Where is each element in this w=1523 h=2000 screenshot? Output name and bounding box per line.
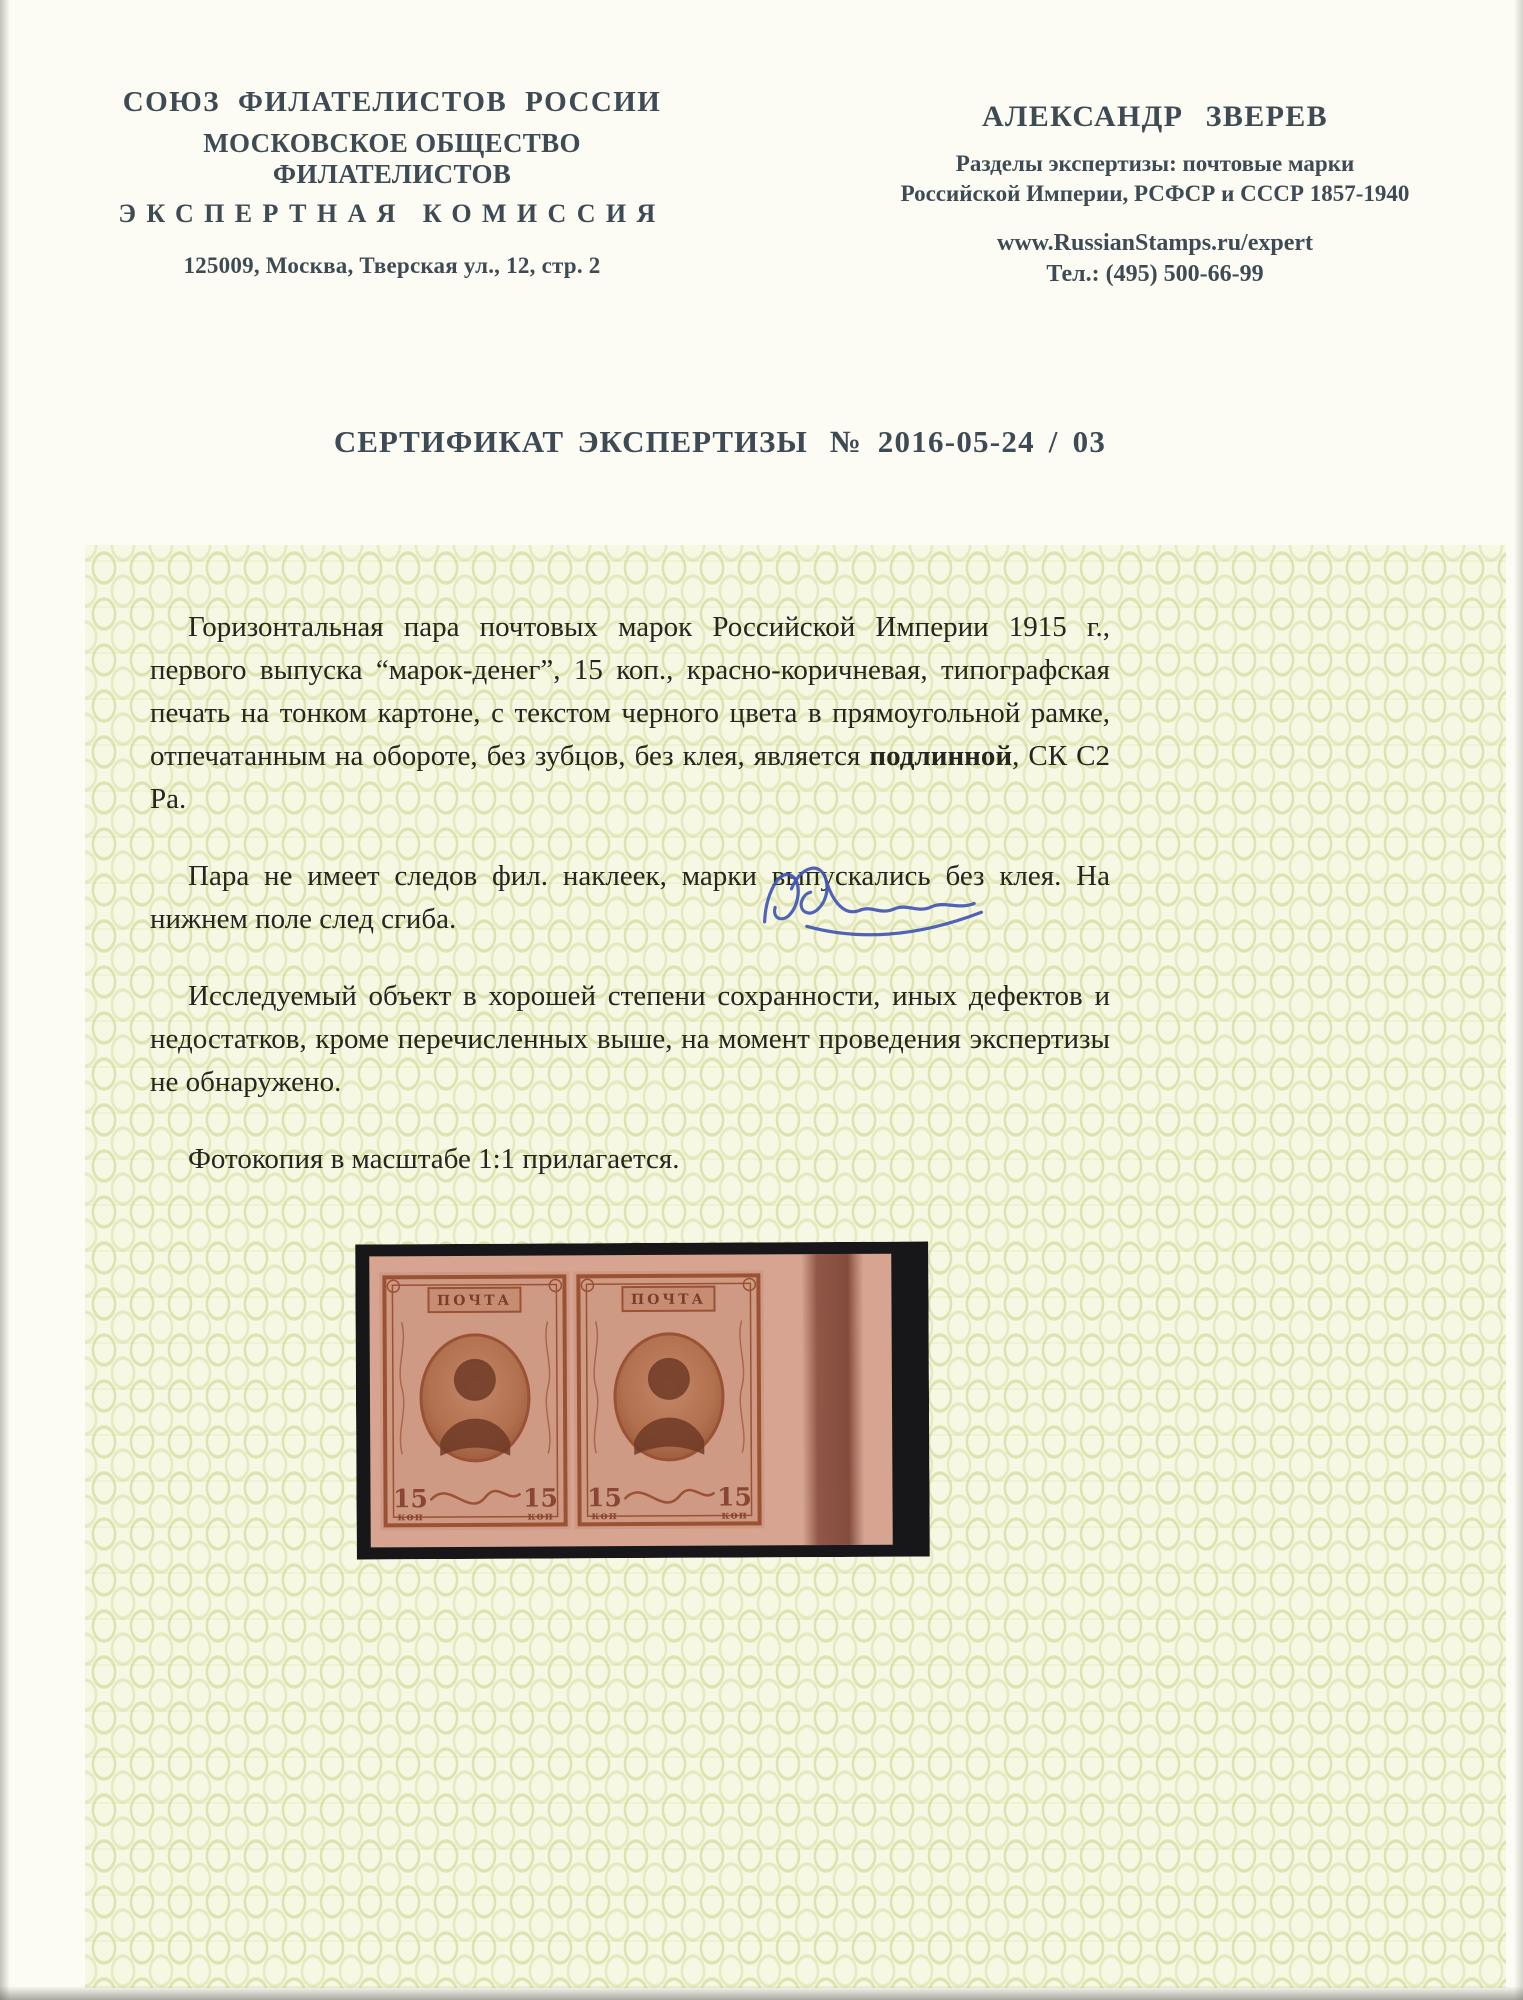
- stamp-denomination-unit: коп: [397, 1510, 424, 1524]
- stamp-denomination-unit: коп: [721, 1508, 748, 1522]
- scan-edge-left: [0, 0, 10, 2000]
- certificate-number: 2016-05-24 / 03: [877, 424, 1107, 459]
- expert-website: www.RussianStamps.ru/expert: [996, 230, 1314, 256]
- issuer-address: 125009, Москва, Тверская ул., 12, стр. 2: [183, 253, 601, 278]
- issuer-society-line: МОСКОВСКОЕ ОБЩЕСТВО ФИЛАТЕЛИСТОВ: [203, 128, 581, 189]
- stamp-denomination: 15: [523, 1483, 558, 1513]
- expert-signature: [746, 848, 999, 957]
- certificate-title: [95, 424, 1345, 460]
- paragraph-photocopy: Фотокопия в масштабе 1:1 прилагается.: [188, 1143, 680, 1175]
- scan-edge-bottom: [0, 1986, 1523, 2000]
- stamp-postage-label: ПОЧТА: [630, 1291, 707, 1309]
- paragraph-condition-notes: Пара не имеет следов фил. наклеек, марки выпускались без клея. На нижнем поле след сгиба.: [150, 860, 1110, 935]
- stamp-pair-photo: [355, 1242, 930, 1560]
- certificate-title-label: СЕРТИФИКАТ ЭКСПЕРТИЗЫ: [333, 424, 808, 459]
- expert-name: АЛЕКСАНДР ЗВЕРЕВ: [982, 100, 1328, 133]
- portrait-head: [454, 1359, 496, 1401]
- paper-fold-band: [801, 1254, 865, 1545]
- portrait-head: [648, 1358, 690, 1400]
- issuer-block: [118, 86, 666, 279]
- catalog-reference: , СК С2 Ра.: [150, 740, 1110, 815]
- stamp-right: [573, 1270, 764, 1529]
- stamp-denomination: 15: [393, 1484, 428, 1514]
- stamp-postage-label: ПОЧТА: [436, 1292, 513, 1310]
- paragraph-preservation: Исследуемый объект в хорошей степени сохранности, иных дефектов и недостатков, кроме перечисленных выше, на момент проведения экспертизы не обнаружено.: [150, 980, 1110, 1098]
- stamp-denomination-unit: коп: [527, 1509, 554, 1523]
- numero-sign: №: [829, 424, 862, 459]
- expert-specialty-line-2: Российской Империи, РСФСР и СССР 1857-1940: [900, 181, 1410, 206]
- issuer-commission-line: ЭКСПЕРТНАЯ КОМИССИЯ: [118, 199, 666, 228]
- stamp-denomination: 15: [717, 1482, 752, 1512]
- description-text: Горизонтальная пара почтовых марок Российской Империи 1915 г., первого выпуска “марок-денег”, 15 коп., красно-коричневая, типографская печать на тонком картоне, с текстом черного цвета в прямоугольной рамке, отпечатанным на обороте, без зубцов, без клея, является: [150, 611, 1110, 772]
- expert-phone: Тел.: (495) 500-66-99: [1046, 261, 1264, 287]
- paragraph-description: [150, 606, 1110, 821]
- stamp-left: [379, 1271, 570, 1530]
- authenticity-verdict: подлинной: [869, 740, 1013, 772]
- issuer-union-line: СОЮЗ ФИЛАТЕЛИСТОВ РОССИИ: [122, 86, 662, 118]
- expert-block: [872, 100, 1438, 288]
- stamp-denomination-unit: коп: [591, 1509, 618, 1523]
- scan-edge-right: [1514, 0, 1523, 2000]
- stamp-denomination: 15: [587, 1483, 622, 1513]
- expert-specialty-line-1: Разделы экспертизы: почтовые марки: [955, 151, 1355, 176]
